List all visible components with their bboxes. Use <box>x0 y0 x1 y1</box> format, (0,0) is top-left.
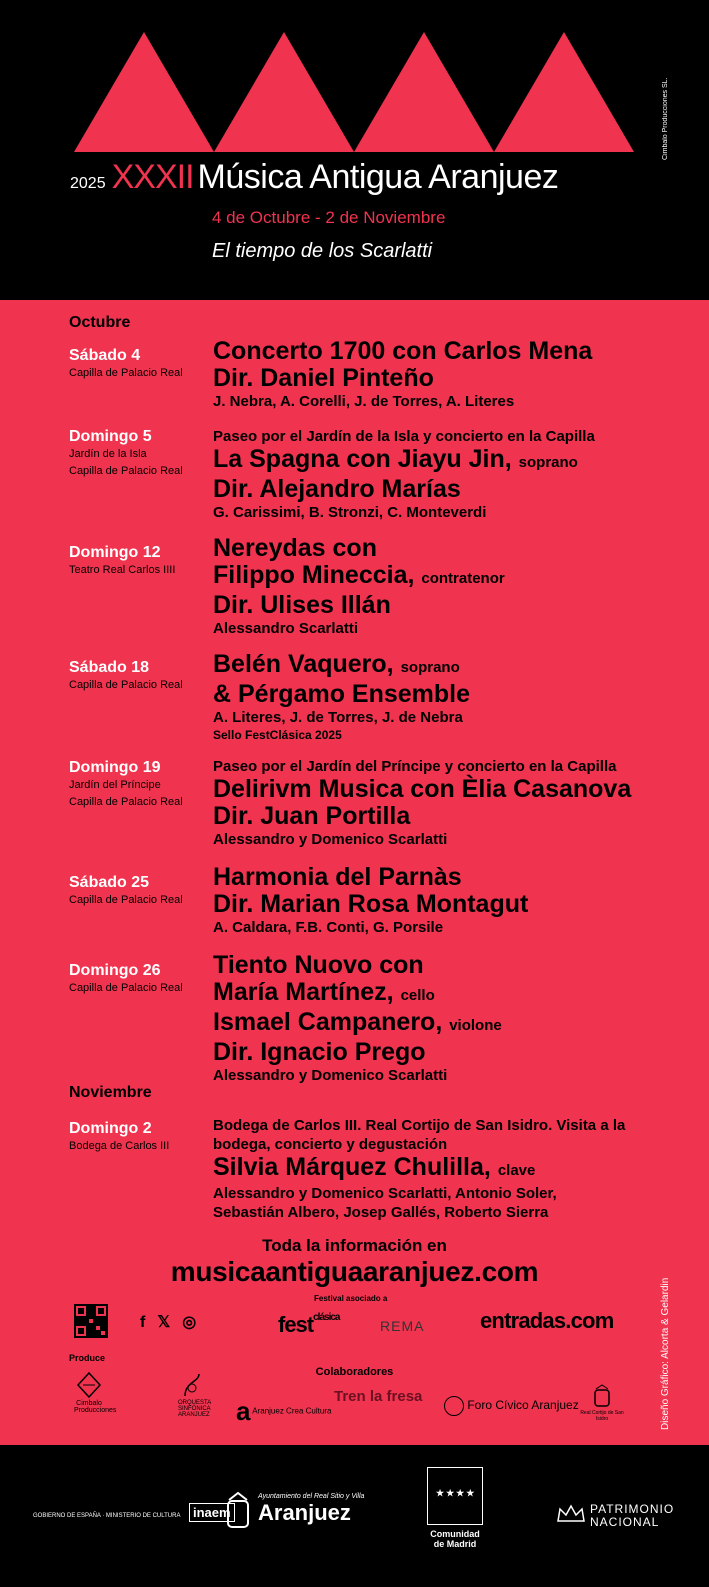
repertoire: J. Nebra, A. Corelli, J. de Torres, A. Literes <box>213 393 515 410</box>
event-date <box>69 658 183 694</box>
repertoire: Alessandro y Domenico Scarlatti <box>213 831 448 848</box>
madrid-stars: ★★★★ <box>436 1488 477 1498</box>
performer-name: Belén Vaquero, <box>213 650 394 678</box>
event-day: Domingo 5 <box>69 428 152 445</box>
festival-edition: XXXII <box>111 158 194 196</box>
event-venue: Capilla de Palacio Real <box>69 894 183 906</box>
festival-title <box>70 158 558 197</box>
event-date <box>69 873 183 909</box>
cimbalo-logo <box>74 1372 117 1414</box>
festival-dates: 4 de Octubre - 2 de Noviembre <box>212 208 446 227</box>
event-description: Paseo por el Jardín del Príncipe y concierto en la Capilla <box>213 758 617 775</box>
produce-label: Produce <box>69 1353 106 1363</box>
performer-line: Dir. Ignacio Prego <box>213 1038 426 1066</box>
event-venue: Jardín del Príncipe <box>69 779 161 791</box>
entradas-logo[interactable]: entradas.com <box>480 1308 614 1333</box>
performer-line: Dir. Juan Portilla <box>213 802 411 830</box>
performer-line <box>213 979 683 1009</box>
festclasica-logo <box>278 1312 340 1338</box>
performer-name: María Martínez, <box>213 978 394 1006</box>
performer-line: Harmonia del Parnàs <box>213 863 462 891</box>
aranjuez-text: Aranjuez <box>258 1500 351 1525</box>
repertoire: A. Literes, J. de Torres, J. de Nebra <box>213 709 463 726</box>
event-day: Domingo 26 <box>69 962 161 979</box>
performer-role: soprano <box>518 454 578 471</box>
event-venue: Teatro Real Carlos IIII <box>69 564 176 576</box>
performer-role: cello <box>400 987 435 1004</box>
performer-name: Filippo Mineccia, <box>213 561 415 589</box>
event-date <box>69 758 183 811</box>
patrimonio-text-2: NACIONAL <box>590 1515 660 1529</box>
performer-line <box>213 1009 683 1039</box>
performer-line: Dir. Ulises Illán <box>213 591 391 619</box>
repertoire: Alessandro y Domenico Scarlatti, Antonio Soler, <box>213 1185 557 1202</box>
facebook-icon[interactable]: f <box>140 1314 146 1331</box>
triangle-2 <box>214 32 354 152</box>
madrid-text-2: de Madrid <box>433 1539 477 1549</box>
festival-year: 2025 <box>70 175 106 192</box>
aranjuez-cc-name: Aranjuez Crea Cultura <box>252 1406 332 1416</box>
design-credit: Diseño Gráfico: Alcorta & Gelardin <box>660 1277 671 1430</box>
website-link[interactable]: musicaantiguaaranjuez.com <box>170 1256 539 1287</box>
performer-line: Tiento Nuovo con <box>213 951 424 979</box>
foro-civico-name: Foro Cívico Aranjuez <box>467 1398 579 1413</box>
event-date <box>69 961 183 997</box>
event-details <box>213 1116 683 1222</box>
event-day: Sábado 18 <box>69 659 150 676</box>
performer-line <box>213 562 683 592</box>
gobierno-text: GOBIERNO DE ESPAÑA · MINISTERIO DE CULTURA <box>33 1513 181 1519</box>
poster-footer <box>0 1445 709 1587</box>
performer-line: Dir. Alejandro Marías <box>213 475 461 503</box>
performer-role: soprano <box>400 659 460 676</box>
producer-credit: Cimbalo Producciones SL. <box>662 77 669 160</box>
orquesta-name: ORQUESTA SINFÓNICA ARANJUEZ <box>178 1400 212 1418</box>
event-details <box>213 651 683 743</box>
colaboradores-label: Colaboradores <box>315 1366 394 1378</box>
aranjuez-crea-cultura-logo <box>236 1396 331 1427</box>
gobierno-inaem-logo <box>33 1505 235 1520</box>
poster-header <box>0 0 709 300</box>
event-details <box>213 535 683 638</box>
patrimonio-text-1: PATRIMONIO <box>590 1502 675 1516</box>
tree-icon <box>444 1396 464 1416</box>
cimbalo-name: Cimbalo Producciones <box>74 1400 117 1414</box>
event-details <box>213 952 683 1085</box>
festival-associated-label: Festival asociado a <box>314 1294 388 1303</box>
triangle-4 <box>494 32 634 152</box>
orquesta-icon <box>181 1372 203 1398</box>
repertoire: Sebastián Albero, Josep Gallés, Roberto Sierra <box>213 1204 549 1221</box>
orquesta-logo <box>178 1372 212 1418</box>
social-links <box>140 1312 208 1332</box>
event-day: Domingo 19 <box>69 759 161 776</box>
madrid-stars-icon <box>427 1467 483 1525</box>
event-date <box>69 543 175 579</box>
performer-name: Ismael Campanero, <box>213 1008 443 1036</box>
event-description: Bodega de Carlos III. Real Cortijo de San Isidro. Visita a la bodega, concierto y degustación <box>213 1117 626 1153</box>
repertoire: Alessandro y Domenico Scarlatti <box>213 1067 448 1084</box>
performer-line <box>213 1154 683 1184</box>
event-day: Domingo 2 <box>69 1120 152 1137</box>
x-twitter-icon[interactable]: 𝕏 <box>157 1314 171 1331</box>
foro-civico-logo <box>444 1396 579 1416</box>
comunidad-madrid-logo <box>427 1467 483 1549</box>
performer-line: Concerto 1700 con Carlos Mena <box>213 337 593 365</box>
rema-logo: REMA <box>380 1318 425 1334</box>
patrimonio-nacional-logo <box>590 1503 674 1529</box>
cimbalo-icon <box>77 1372 101 1398</box>
event-details <box>213 427 683 522</box>
performer-role: contratenor <box>421 570 505 587</box>
instagram-icon[interactable]: ◎ <box>182 1314 197 1331</box>
festival-name: Música Antigua Aranjuez <box>197 158 559 196</box>
event-details <box>213 864 683 937</box>
event-day: Sábado 25 <box>69 874 150 891</box>
event-venue: Capilla de Palacio Real <box>69 796 183 808</box>
qr-pattern <box>74 1304 108 1338</box>
performer-line <box>213 651 683 681</box>
event-date <box>69 427 183 480</box>
real-cortijo-name: Real Cortijo de San Isidro <box>580 1410 624 1422</box>
event-description: Paseo por el Jardín de la Isla y concierto en la Capilla <box>213 428 595 445</box>
ayuntamiento-aranjuez-logo <box>258 1493 364 1526</box>
performer-role: clave <box>497 1162 536 1179</box>
performer-role: violone <box>449 1017 502 1034</box>
triangle-1 <box>74 32 214 152</box>
performer-name: Silvia Márquez Chulilla, <box>213 1153 491 1181</box>
festclasica-small-text: clásica <box>313 1312 340 1323</box>
event-venue: Jardín de la Isla <box>69 448 147 460</box>
crown-icon <box>556 1503 586 1525</box>
aranjuez-crest-icon <box>224 1491 252 1531</box>
event-details <box>213 757 683 849</box>
qr-code-icon[interactable] <box>74 1304 108 1338</box>
performer-line: Nereydas con <box>213 534 377 562</box>
performer-line: & Pérgamo Ensemble <box>213 680 471 708</box>
info-label: Toda la información en <box>262 1236 447 1255</box>
ayuntamiento-text: Ayuntamiento del Real Sitio y Villa <box>258 1493 365 1500</box>
event-venue: Bodega de Carlos III <box>69 1140 170 1152</box>
event-date <box>69 346 183 382</box>
month-heading: Noviembre <box>69 1084 152 1101</box>
event-day: Domingo 12 <box>69 544 161 561</box>
event-note: Sello FestClásica 2025 <box>213 728 342 742</box>
performer-line: Dir. Marian Rosa Montagut <box>213 890 529 918</box>
tren-fresa-logo: Tren la fresa <box>334 1388 423 1405</box>
performer-line: Dir. Daniel Pinteño <box>213 364 434 392</box>
madrid-text-1: Comunidad <box>430 1529 480 1539</box>
repertoire: A. Caldara, F.B. Conti, G. Porsile <box>213 919 444 936</box>
crest-icon <box>592 1384 612 1408</box>
event-details <box>213 338 683 411</box>
repertoire: Alessandro Scarlatti <box>213 620 359 637</box>
performer-name: La Spagna con Jiayu Jin, <box>213 445 512 473</box>
event-venue: Capilla de Palacio Real <box>69 465 183 477</box>
triangle-decoration <box>0 0 709 160</box>
event-venue: Capilla de Palacio Real <box>69 982 183 994</box>
real-cortijo-logo <box>575 1384 629 1422</box>
event-date <box>69 1119 169 1155</box>
event-venue: Capilla de Palacio Real <box>69 679 183 691</box>
inaem-logo: inaem <box>189 1503 235 1522</box>
program-section <box>0 300 709 1445</box>
festival-theme: El tiempo de los Scarlatti <box>212 240 433 262</box>
triangle-3 <box>354 32 494 152</box>
festclasica-text: fest <box>278 1312 314 1337</box>
repertoire: G. Carissimi, B. Stronzi, C. Monteverdi <box>213 504 487 521</box>
month-heading: Octubre <box>69 314 131 331</box>
performer-line <box>213 446 683 476</box>
event-day: Sábado 4 <box>69 347 141 364</box>
letter-a-icon: a <box>236 1396 251 1426</box>
performer-line: Delirivm Musica con Èlia Casanova <box>213 775 632 803</box>
event-venue: Capilla de Palacio Real <box>69 367 183 379</box>
